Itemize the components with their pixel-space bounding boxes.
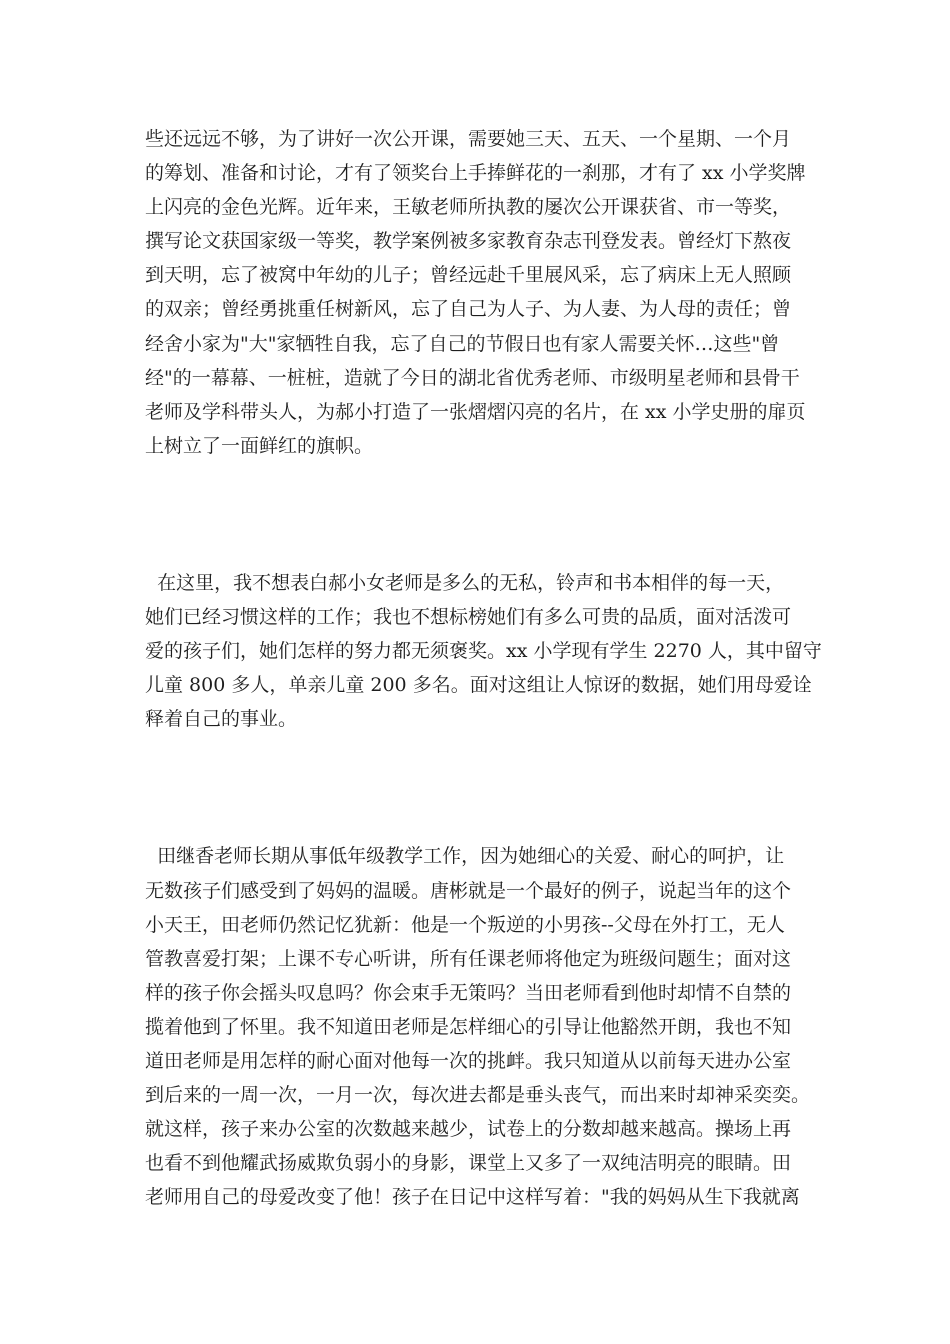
text-line: 老师用自己的母爱改变了他！孩子在日记中这样写着："我的妈妈从生下我就离 (145, 1186, 800, 1209)
text-line: 儿童 800 多人，单亲儿童 200 多名。面对这组让人惊讶的数据，她们用母爱诠 (145, 674, 812, 697)
paragraph-3 (145, 839, 810, 1214)
paragraph-1 (145, 122, 810, 463)
paragraph-spacer (145, 736, 810, 839)
text-line: 的双亲；曾经勇挑重任树新风，忘了自己为人子、为人妻、为人母的责任；曾 (145, 298, 792, 321)
document-body (145, 122, 822, 1214)
text-line: 到天明，忘了被窝中年幼的儿子；曾经远赴千里展风采，忘了病床上无人照顾 (145, 264, 792, 287)
text-line: 上闪亮的金色光辉。近年来，王敏老师所执教的屡次公开课获省、市一等奖， (145, 196, 792, 219)
text-line: 些还远远不够，为了讲好一次公开课，需要她三天、五天、一个星期、一个月 (145, 128, 792, 150)
text-line: 就这样，孩子来办公室的次数越来越少，试卷上的分数却越来越高。操场上再 (145, 1118, 792, 1141)
text-line: 小天王，田老师仍然记忆犹新：他是一个叛逆的小男孩--父母在外打工，无人 (145, 913, 785, 936)
text-line: 样的孩子你会摇头叹息吗？你会束手无策吗？当田老师看到他时却情不自禁的 (145, 981, 792, 1004)
text-line: 的筹划、准备和讨论，才有了领奖台上手捧鲜花的一刹那，才有了 xx 小学奖牌 (145, 162, 806, 185)
text-line: 爱的孩子们，她们怎样的努力都无须褒奖。xx 小学现有学生 2270 人，其中留守 (145, 640, 822, 663)
text-line: 老师及学科带头人，为郝小打造了一张熠熠闪亮的名片，在 xx 小学史册的扉页 (145, 400, 806, 423)
paragraph-spacer (145, 463, 810, 566)
text-line: 她们已经习惯这样的工作；我也不想标榜她们有多么可贵的品质，面对活泼可 (145, 606, 792, 629)
text-line: 揽着他到了怀里。我不知道田老师是怎样细心的引导让他豁然开朗，我也不知 (145, 1015, 792, 1038)
text-line: 上树立了一面鲜红的旗帜。 (145, 434, 374, 457)
text-line: 到后来的一周一次，一月一次，每次进去都是垂头丧气，而出来时却神采奕奕。 (145, 1084, 811, 1107)
text-line: 无数孩子们感受到了妈妈的温暖。唐彬就是一个最好的例子，说起当年的这个 (145, 879, 792, 902)
text-line: 田继香老师长期从事低年级教学工作，因为她细心的关爱、耐心的呵护，让 (145, 845, 785, 868)
text-line: 道田老师是用怎样的耐心面对他每一次的挑衅。我只知道从以前每天进办公室 (145, 1049, 792, 1072)
text-line: 经"的一幕幕、一桩桩，造就了今日的湖北省优秀老师、市级明星老师和县骨干 (145, 366, 800, 389)
text-line: 也看不到他耀武扬威欺负弱小的身影，课堂上又多了一双纯洁明亮的眼睛。田 (145, 1152, 792, 1175)
text-line: 管教喜爱打架；上课不专心听讲，所有任课老师将他定为班级问题生；面对这 (145, 947, 792, 970)
text-line: 经舍小家为"大"家牺牲自我，忘了自己的节假日也有家人需要关怀…这些"曾 (145, 332, 780, 355)
text-line: 撰写论文获国家级一等奖，教学案例被多家教育杂志刊登发表。曾经灯下熬夜 (145, 230, 792, 253)
paragraph-2 (145, 566, 822, 736)
text-line: 释着自己的事业。 (145, 708, 298, 731)
text-line: 在这里，我不想表白郝小女老师是多么的无私，铃声和书本相伴的每一天， (145, 571, 785, 594)
